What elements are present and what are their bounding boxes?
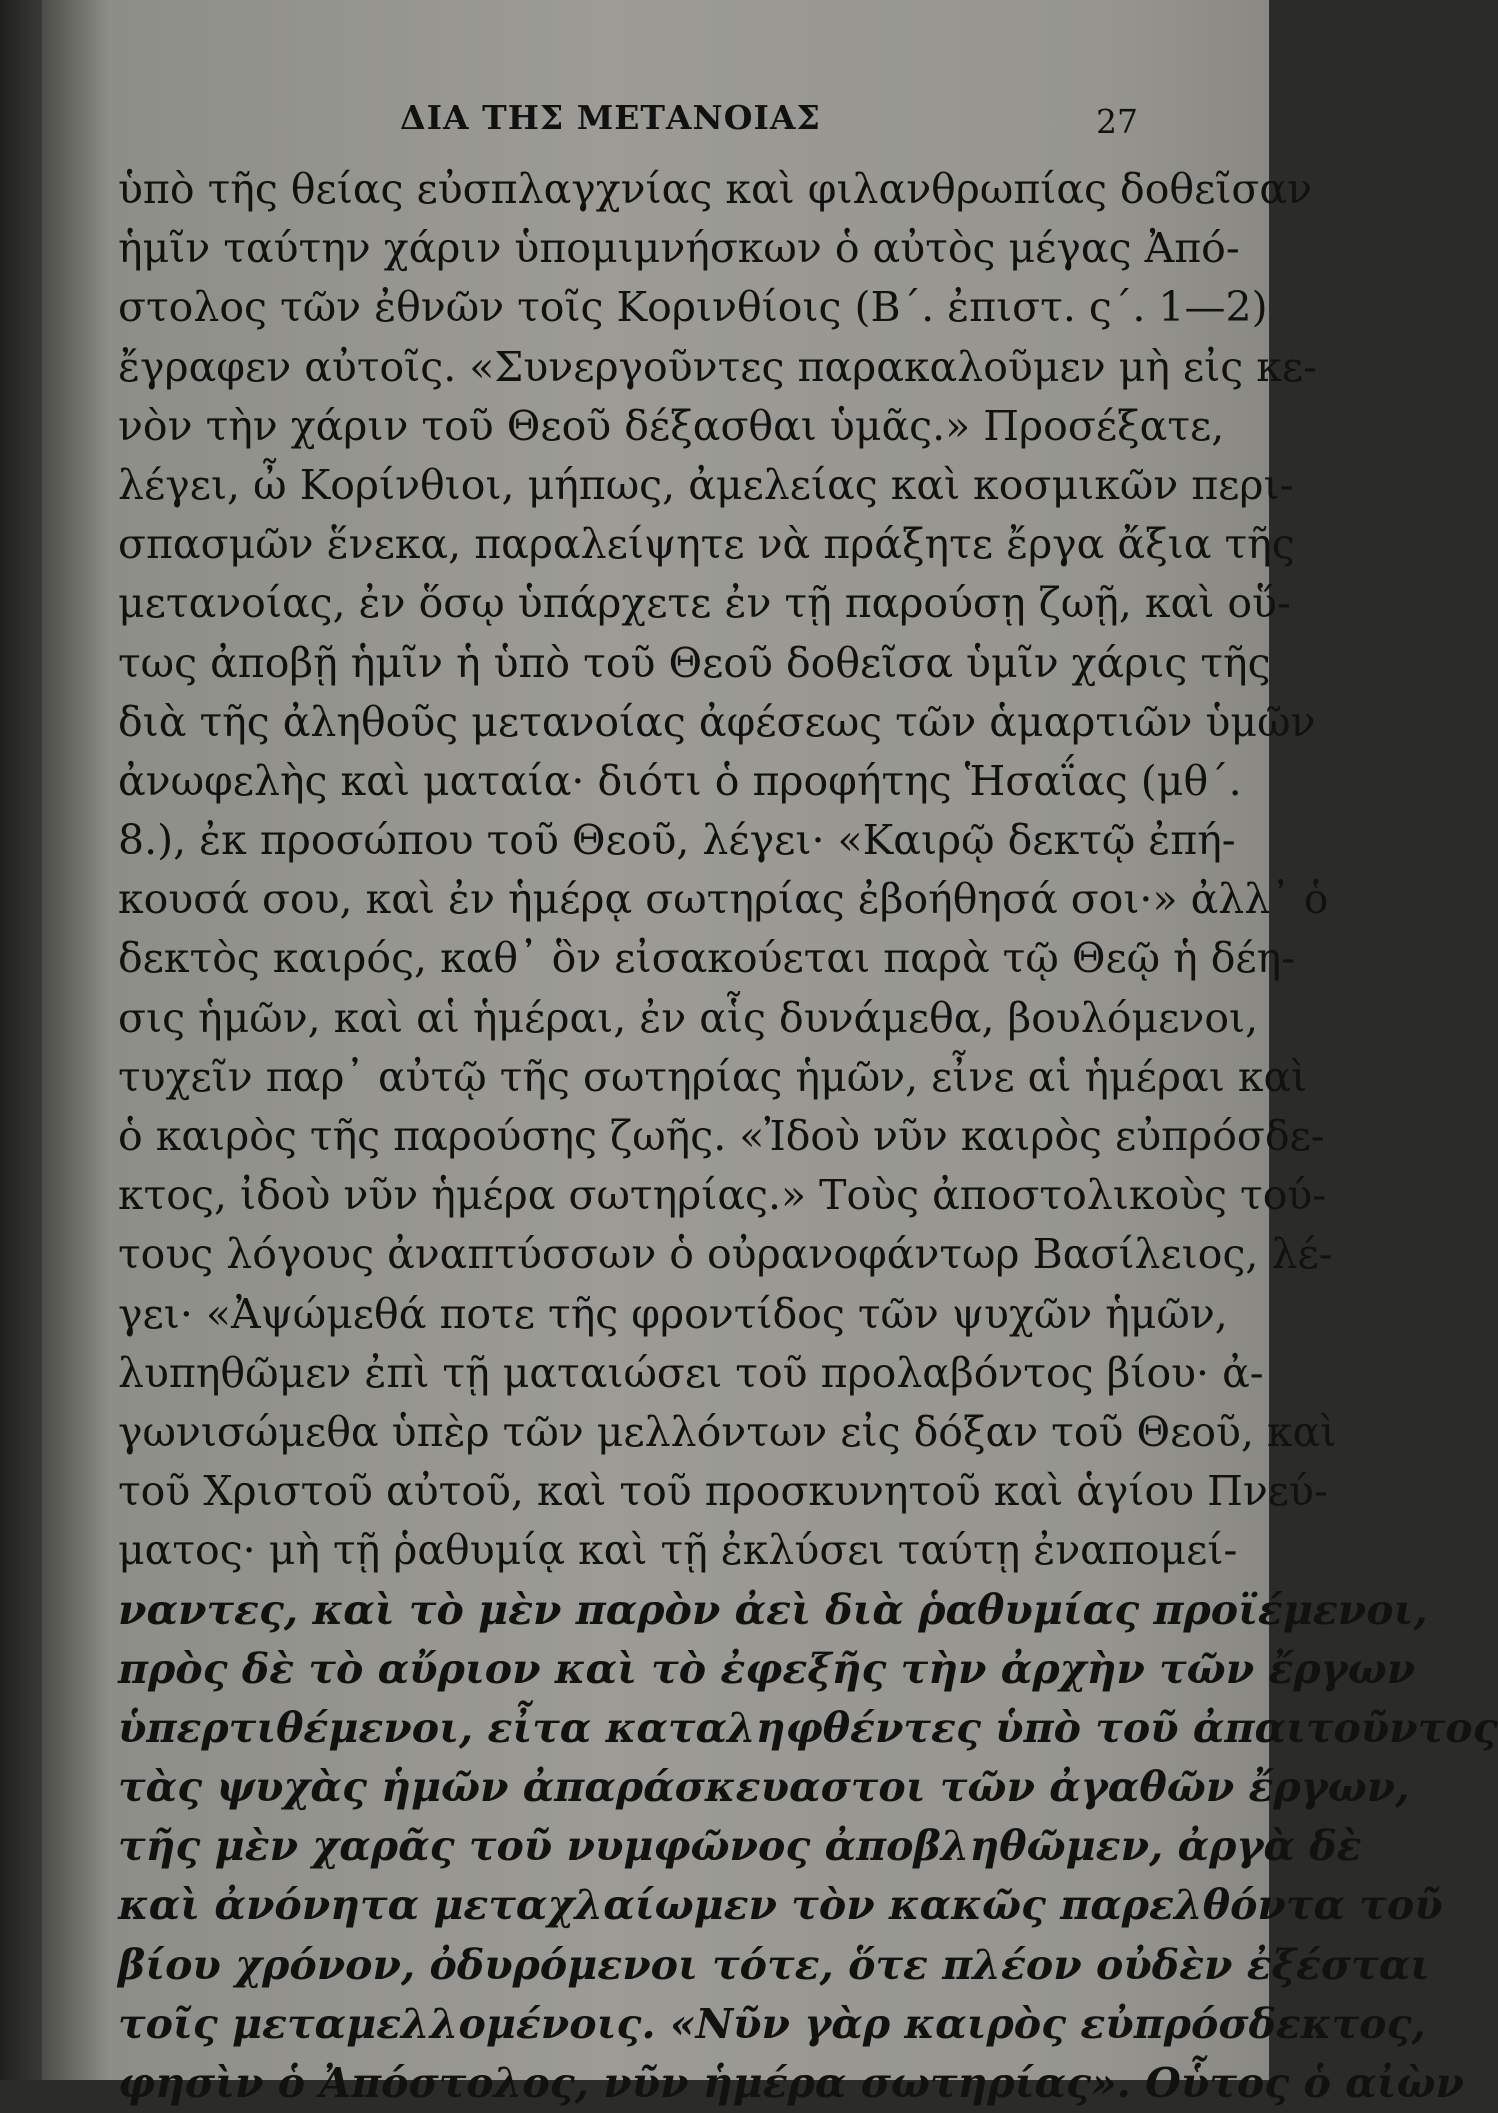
text-line: σις ἡμῶν, καὶ αἱ ἡμέραι, ἐν αἷς δυνάμεθα, βουλόμενοι,: [118, 993, 1259, 1042]
text-line: ὑπερτιθέμενοι, εἶτα καταληφθέντες ὑπὸ τοῦ ἀπαιτοῦντος: [118, 1703, 1498, 1752]
text-line: μετανοίας, ἐν ὅσῳ ὑπάρχετε ἐν τῇ παρούσῃ ζωῇ, καὶ οὕ-: [118, 579, 1291, 628]
text-line: ἡμῖν ταύτην χάριν ὑπομιμνήσκων ὁ αὐτὸς μέγας Ἀπό-: [118, 224, 1240, 273]
text-line: δεκτὸς καιρός, καθ᾽ ὃν εἰσακούεται παρὰ τῷ Θεῷ ἡ δέη-: [118, 934, 1296, 983]
text-line: νὸν τὴν χάριν τοῦ Θεοῦ δέξασθαι ὑμᾶς.» Προσέξατε,: [118, 401, 1225, 450]
text-line: κουσά σου, καὶ ἐν ἡμέρᾳ σωτηρίας ἐβοήθησά σοι·» ἀλλ᾽ ὁ: [118, 875, 1329, 924]
running-title: ΔΙΑ ΤΗΣ ΜΕΤΑΝΟΙΑΣ: [400, 98, 821, 137]
text-line: 8.), ἐκ προσώπου τοῦ Θεοῦ, λέγει· «Καιρῷ δεκτῷ ἐπή-: [118, 816, 1236, 865]
page-header: [118, 88, 1138, 150]
body-text: [118, 160, 1498, 2113]
text-line: λυπηθῶμεν ἐπὶ τῇ ματαιώσει τοῦ προλαβόντος βίου· ἀ-: [118, 1348, 1264, 1397]
text-line: ἀνωφελὴς καὶ ματαία· διότι ὁ προφήτης Ἡσαΐας (μθ΄.: [118, 756, 1242, 805]
text-line: φησὶν ὁ Ἀπόστολος, νῦν ἡμέρα σωτηρίας». Οὗτος ὁ αἰὼν: [118, 2059, 1464, 2107]
text-line: τοῖς μεταμελλομένοις. «Νῦν γὰρ καιρὸς εὐπρόσδεκτος,: [118, 1999, 1426, 2048]
text-line: κτος, ἰδοὺ νῦν ἡμέρα σωτηρίας.» Τοὺς ἀποστολικοὺς τού-: [118, 1171, 1327, 1220]
text-line: λέγει, ὦ Κορίνθιοι, μήπως, ἀμελείας καὶ κοσμικῶν περι-: [118, 460, 1294, 509]
text-line: τως ἀποβῇ ἡμῖν ἡ ὑπὸ τοῦ Θεοῦ δοθεῖσα ὑμῖν χάρις τῆς: [118, 638, 1271, 687]
text-line: βίου χρόνον, ὀδυρόμενοι τότε, ὅτε πλέον οὐδὲν ἐξέσται: [118, 1940, 1431, 1989]
text-line: στολος τῶν ἐθνῶν τοῖς Κορινθίοις (Β΄. ἐπιστ. ς΄. 1—2): [118, 283, 1268, 332]
book-binding-shadow: [0, 0, 42, 2080]
text-line: τους λόγους ἀναπτύσσων ὁ οὐρανοφάντωρ Βασίλειος, λέ-: [118, 1230, 1333, 1279]
text-line: σπασμῶν ἕνεκα, παραλείψητε νὰ πράξητε ἔργα ἄξια τῆς: [118, 520, 1295, 569]
text-line: ὁ καιρὸς τῆς παρούσης ζωῆς. «Ἰδοὺ νῦν καιρὸς εὐπρόσδε-: [118, 1112, 1325, 1160]
text-line: διὰ τῆς ἀληθοῦς μετανοίας ἀφέσεως τῶν ἁμαρτιῶν ὑμῶν: [118, 697, 1316, 746]
text-line: ὑπὸ τῆς θείας εὐσπλαγχνίας καὶ φιλανθρωπίας δοθεῖσαν: [118, 165, 1313, 213]
text-line: τυχεῖν παρ᾽ αὐτῷ τῆς σωτηρίας ἡμῶν, εἶνε αἱ ἡμέραι καὶ: [118, 1052, 1308, 1101]
text-line: καὶ ἀνόνητα μεταχλαίωμεν τὸν κακῶς παρελθόντα τοῦ: [118, 1881, 1443, 1930]
text-line: ἔγραφεν αὐτοῖς. «Συνεργοῦντες παρακαλοῦμεν μὴ εἰς κε-: [118, 342, 1317, 391]
text-line: τῆς μὲν χαρᾶς τοῦ νυμφῶνος ἀποβληθῶμεν, ἀργὰ δὲ: [118, 1822, 1362, 1871]
page-number: 27: [1096, 102, 1138, 141]
book-page: [118, 88, 1498, 2113]
text-line: τοῦ Χριστοῦ αὐτοῦ, καὶ τοῦ προσκυνητοῦ καὶ ἁγίου Πνεύ-: [118, 1467, 1328, 1516]
text-line: τὰς ψυχὰς ἡμῶν ἀπαράσκευαστοι τῶν ἀγαθῶν ἔργων,: [118, 1763, 1410, 1812]
text-line: ναντες, καὶ τὸ μὲν παρὸν ἀεὶ διὰ ῥαθυμίας προϊέμενοι,: [118, 1585, 1428, 1634]
text-line: ματος· μὴ τῇ ῥαθυμίᾳ καὶ τῇ ἐκλύσει ταύτῃ ἐναπομεί-: [118, 1526, 1238, 1575]
text-line: γει· «Ἀψώμεθά ποτε τῆς φροντίδος τῶν ψυχῶν ἡμῶν,: [118, 1289, 1228, 1338]
text-line: πρὸς δὲ τὸ αὔριον καὶ τὸ ἐφεξῆς τὴν ἀρχὴν τῶν ἔργων: [118, 1644, 1416, 1693]
text-line: γωνισώμεθα ὑπὲρ τῶν μελλόντων εἰς δόξαν τοῦ Θεοῦ, καὶ: [118, 1407, 1337, 1456]
